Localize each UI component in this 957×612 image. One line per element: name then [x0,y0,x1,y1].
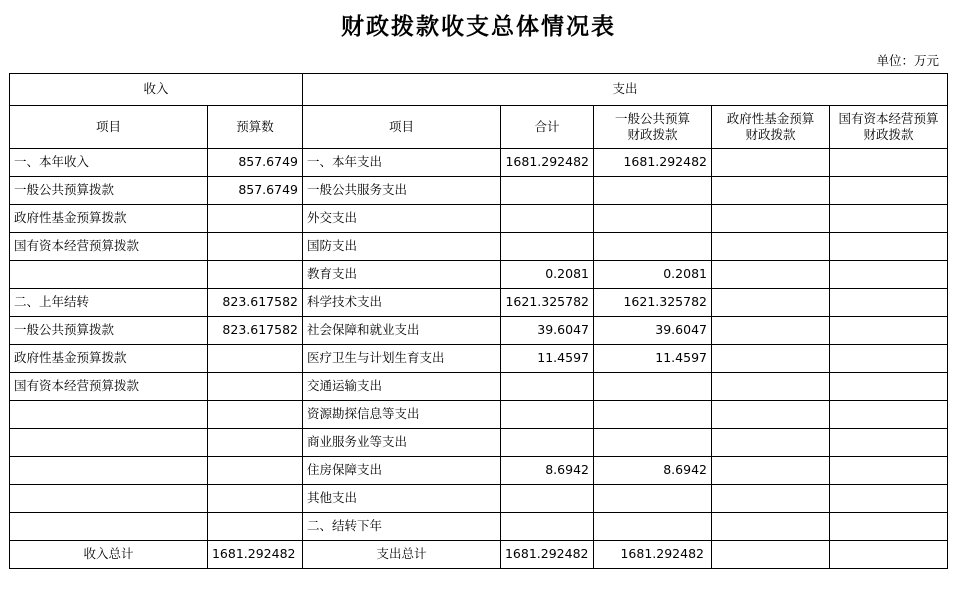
cell-total-expense-item: 支出总计 [302,541,500,569]
cell-expense-total [500,177,593,205]
group-header-expense: 支出 [302,74,947,106]
cell-expense-general-public [593,401,711,429]
cell-total-income-item: 收入总计 [9,541,207,569]
column-header-expense-item: 项目 [302,106,500,149]
cell-expense-general-public [593,429,711,457]
column-header-expense-general-public-line2: 财政拨款 [627,127,678,142]
cell-expense-general-public [593,233,711,261]
cell-expense-item: 医疗卫生与计划生育支出 [302,345,500,373]
cell-income-budget [207,261,302,289]
cell-expense-gov-fund [711,289,829,317]
group-header-income: 收入 [9,74,302,106]
cell-income-budget [207,513,302,541]
cell-expense-gov-fund [711,205,829,233]
table-row [9,429,947,457]
column-header-expense-general-public-line1: 一般公共预算 [614,111,690,127]
cell-expense-general-public: 0.2081 [593,261,711,289]
table-row [9,205,947,233]
cell-income-item: 政府性基金预算拨款 [9,205,207,233]
cell-income-budget [207,401,302,429]
table-row [9,289,947,317]
cell-income-item: 国有资本经营预算拨款 [9,233,207,261]
cell-income-item: 二、上年结转 [9,289,207,317]
cell-income-item: 国有资本经营预算拨款 [9,373,207,401]
column-header-income-budget: 预算数 [207,106,302,149]
cell-expense-general-public [593,205,711,233]
cell-expense-general-public: 1681.292482 [593,149,711,177]
cell-expense-item: 资源勘探信息等支出 [302,401,500,429]
cell-expense-general-public: 8.6942 [593,457,711,485]
cell-expense-general-public [593,373,711,401]
cell-expense-item: 住房保障支出 [302,457,500,485]
cell-expense-gov-fund [711,429,829,457]
cell-expense-gov-fund [711,317,829,345]
cell-expense-total [500,205,593,233]
column-header-expense-state-capital [829,106,947,149]
cell-income-item: 一、本年收入 [9,149,207,177]
cell-income-budget: 823.617582 [207,289,302,317]
unit-note: 单位：万元 [876,53,939,68]
column-header-expense-gov-fund [711,106,829,149]
cell-expense-item: 一、本年支出 [302,149,500,177]
cell-expense-gov-fund [711,513,829,541]
cell-expense-total [500,373,593,401]
cell-total-expense-state-capital [829,541,947,569]
cell-expense-general-public: 1621.325782 [593,289,711,317]
cell-expense-general-public [593,485,711,513]
cell-income-item [9,401,207,429]
cell-income-budget: 823.617582 [207,317,302,345]
column-header-expense-gov-fund-line1: 政府性基金预算 [726,111,815,127]
table-row [9,401,947,429]
cell-expense-total [500,485,593,513]
table-row [9,485,947,513]
cell-expense-general-public: 11.4597 [593,345,711,373]
budget-table [9,73,948,569]
cell-expense-state-capital [829,401,947,429]
cell-expense-state-capital [829,373,947,401]
cell-expense-state-capital [829,289,947,317]
column-header-income-item: 项目 [9,106,207,149]
cell-expense-item: 外交支出 [302,205,500,233]
table-row [9,149,947,177]
table-row [9,345,947,373]
cell-expense-state-capital [829,233,947,261]
cell-expense-item: 交通运输支出 [302,373,500,401]
cell-expense-state-capital [829,149,947,177]
cell-income-budget [207,485,302,513]
table-row [9,261,947,289]
cell-income-item [9,457,207,485]
cell-expense-gov-fund [711,233,829,261]
cell-expense-item: 国防支出 [302,233,500,261]
cell-expense-item: 二、结转下年 [302,513,500,541]
cell-expense-total: 11.4597 [500,345,593,373]
cell-income-budget [207,233,302,261]
cell-expense-gov-fund [711,345,829,373]
page-title: 财政拨款收支总体情况表 [341,14,616,40]
cell-expense-gov-fund [711,373,829,401]
cell-total-income-budget: 1681.292482 [207,541,302,569]
cell-expense-general-public [593,513,711,541]
cell-income-item: 政府性基金预算拨款 [9,345,207,373]
cell-expense-gov-fund [711,177,829,205]
cell-total-expense-gov-fund [711,541,829,569]
cell-expense-item: 教育支出 [302,261,500,289]
cell-income-item [9,429,207,457]
cell-expense-total: 1681.292482 [500,149,593,177]
column-header-expense-gov-fund-line2: 财政拨款 [745,127,796,142]
cell-expense-state-capital [829,177,947,205]
cell-income-budget [207,373,302,401]
column-header-expense-total: 合计 [500,106,593,149]
cell-income-item [9,513,207,541]
cell-total-expense-general-public: 1681.292482 [593,541,711,569]
cell-expense-general-public [593,177,711,205]
cell-income-item [9,485,207,513]
cell-expense-item: 一般公共服务支出 [302,177,500,205]
cell-expense-total [500,429,593,457]
cell-income-budget: 857.6749 [207,149,302,177]
cell-expense-total: 39.6047 [500,317,593,345]
table-row [9,373,947,401]
cell-expense-total [500,513,593,541]
cell-income-budget: 857.6749 [207,177,302,205]
cell-expense-state-capital [829,513,947,541]
cell-expense-state-capital [829,317,947,345]
cell-expense-item: 社会保障和就业支出 [302,317,500,345]
cell-expense-gov-fund [711,485,829,513]
column-header-expense-general-public [593,106,711,149]
cell-expense-state-capital [829,485,947,513]
cell-expense-gov-fund [711,457,829,485]
cell-income-item: 一般公共预算拨款 [9,177,207,205]
cell-expense-general-public: 39.6047 [593,317,711,345]
cell-expense-state-capital [829,261,947,289]
table-column-header-row [9,106,947,149]
cell-expense-state-capital [829,457,947,485]
cell-expense-item: 其他支出 [302,485,500,513]
cell-income-budget [207,429,302,457]
cell-income-budget [207,205,302,233]
table-row [9,457,947,485]
cell-expense-state-capital [829,345,947,373]
cell-expense-gov-fund [711,261,829,289]
table-row [9,317,947,345]
cell-expense-total [500,401,593,429]
column-header-expense-state-capital-line1: 国有资本经营预算 [838,111,939,127]
cell-expense-item: 商业服务业等支出 [302,429,500,457]
cell-income-item: 一般公共预算拨款 [9,317,207,345]
cell-expense-total: 1621.325782 [500,289,593,317]
cell-income-item [9,261,207,289]
cell-expense-state-capital [829,429,947,457]
cell-income-budget [207,457,302,485]
table-row [9,233,947,261]
cell-total-expense-total: 1681.292482 [500,541,593,569]
cell-expense-state-capital [829,205,947,233]
cell-income-budget [207,345,302,373]
column-header-expense-state-capital-line2: 财政拨款 [863,127,914,142]
cell-expense-gov-fund [711,149,829,177]
cell-expense-gov-fund [711,401,829,429]
cell-expense-item: 科学技术支出 [302,289,500,317]
cell-expense-total: 8.6942 [500,457,593,485]
table-row [9,177,947,205]
cell-expense-total [500,233,593,261]
table-total-row [9,541,947,569]
cell-expense-total: 0.2081 [500,261,593,289]
document-page [0,8,957,612]
table-group-header-row [9,74,947,106]
table-row [9,513,947,541]
